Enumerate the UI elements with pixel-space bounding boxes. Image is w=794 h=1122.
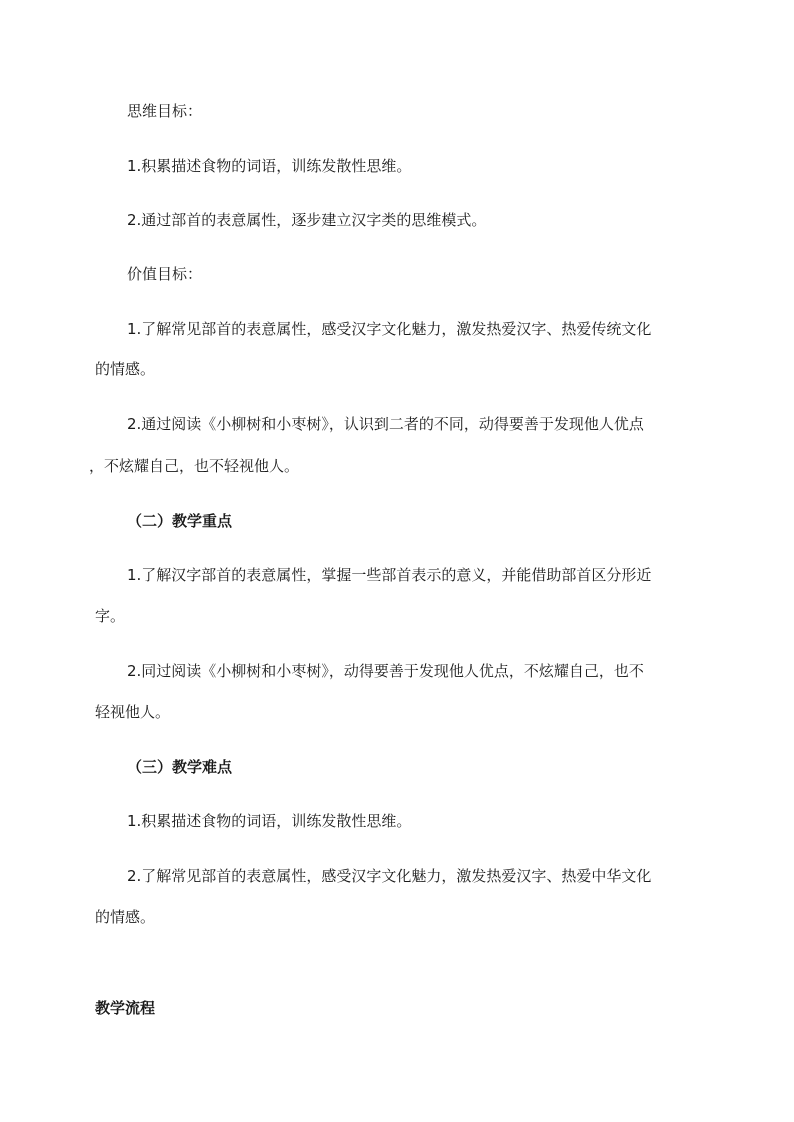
thinking-objectives-label: 思维目标： [127, 102, 203, 120]
thinking-objective-2: 2.通过部首的表意属性，逐步建立汉字类的思维模式。 [127, 211, 487, 229]
value-objective-2-line2: ，不炫耀自己，也不轻视他人。 [89, 457, 300, 475]
difficulty-1: 1.积累描述食物的词语，训练发散性思维。 [127, 812, 412, 830]
key-point-1-line2: 字。 [95, 607, 126, 625]
difficulties-heading: （三）教学难点 [127, 758, 233, 776]
key-point-1-line1: 1.了解汉字部首的表意属性，掌握一些部首表示的意义，并能借助部首区分形近 [127, 566, 652, 584]
key-points-heading: （二）教学重点 [127, 512, 233, 530]
value-objectives-label: 价值目标： [127, 265, 203, 283]
key-point-2-line1: 2.同过阅读《小柳树和小枣树》，动得要善于发现他人优点，不炫耀自己，也不 [127, 662, 644, 680]
difficulty-2-line1: 2.了解常见部首的表意属性，感受汉字文化魅力，激发热爱汉字、热爱中华文化 [127, 867, 652, 885]
value-objective-1-line1: 1.了解常见部首的表意属性，感受汉字文化魅力，激发热爱汉字、热爱传统文化 [127, 320, 652, 338]
difficulty-2-line2: 的情感。 [95, 908, 156, 926]
thinking-objective-1: 1.积累描述食物的词语，训练发散性思维。 [127, 157, 412, 175]
value-objective-2-line1: 2.通过阅读《小柳树和小枣树》，认识到二者的不同，动得要善于发现他人优点 [127, 415, 644, 433]
key-point-2-line2: 轻视他人。 [95, 703, 171, 721]
value-objective-1-line2: 的情感。 [95, 360, 156, 378]
teaching-process-heading: 教学流程 [95, 999, 156, 1017]
